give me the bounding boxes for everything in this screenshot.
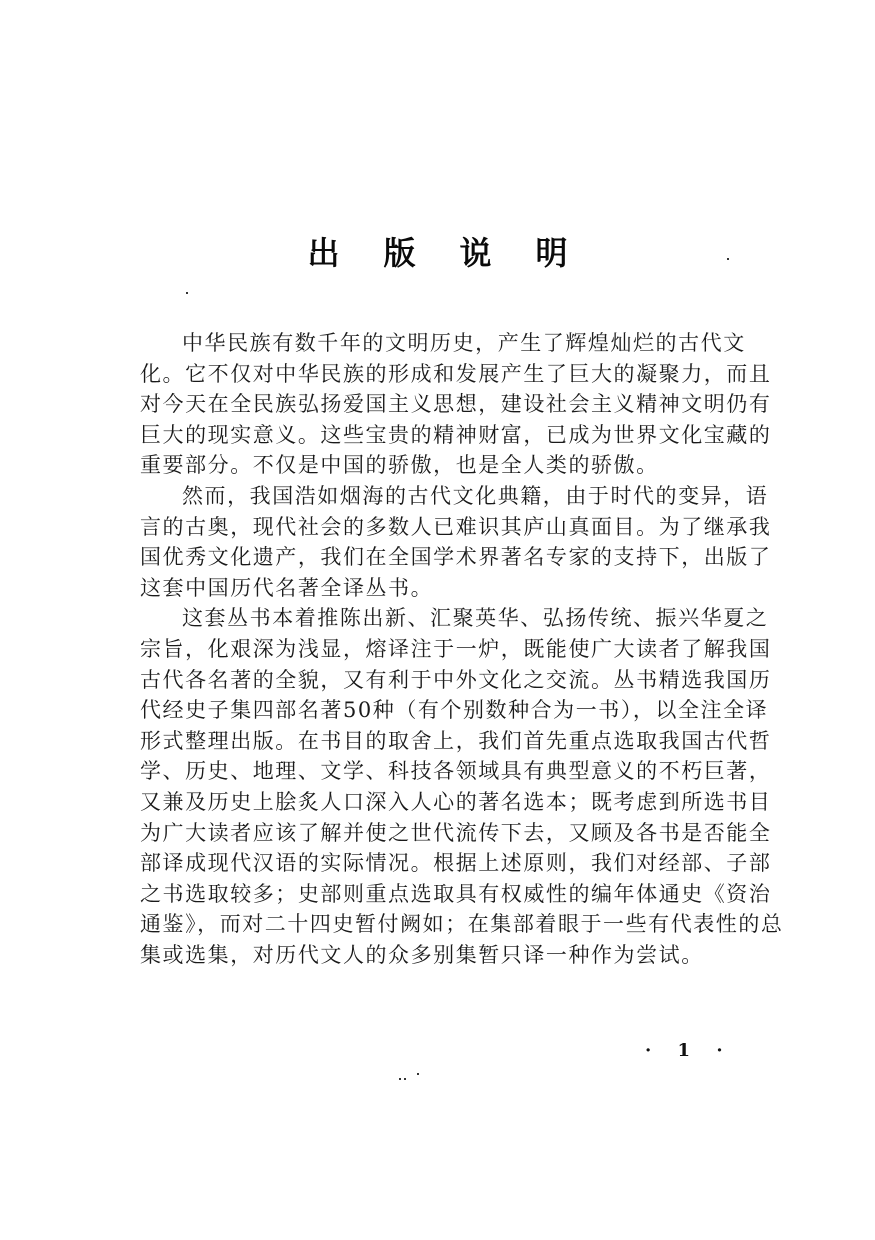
scan-speck [404,1078,406,1080]
text-line: 国优秀文化遗产，我们在全国学术界著名专家的支持下，出版了 [140,545,772,570]
text-line: 化。它不仅对中华民族的形成和发展产生了巨大的凝聚力，而且 [140,361,772,386]
text-line: 学、历史、地理、文学、科技各领域具有典型意义的不朽巨著， [140,759,772,784]
text-line: 巨大的现实意义。这些宝贵的精神财富，已成为世界文化宝藏的 [140,422,772,447]
title-char: 出 [307,234,340,273]
text-line: 又兼及历史上脍炙人口深入人心的著名选本；既考虑到所选书目 [140,789,772,814]
scan-speck [727,258,729,260]
text-line: 这套中国历代名著全译丛书。 [140,575,434,600]
text-line: 对今天在全民族弘扬爱国主义思想，建设社会主义精神文明仍有 [140,392,772,417]
text-line: 言的古奥，现代社会的多数人已难识其庐山真面目。为了继承我 [140,514,772,539]
text-line: 集或选集，对历代文人的众多别集暂只译一种作为尝试。 [140,942,704,967]
text-line: 为广大读者应该了解并使之世代流传下去，又顾及各书是否能全 [140,820,772,845]
text-line: 然而，我国浩如烟海的古代文化典籍，由于时代的变异，语 [182,483,769,508]
text-line: 之书选取较多；史部则重点选取具有权威性的编年体通史《资治 [140,881,772,906]
page-title [0,229,875,277]
body-text [140,328,784,970]
scan-speck [186,292,188,294]
text-line: 中华民族有数千年的文明历史，产生了辉煌灿烂的古代文 [182,331,746,355]
title-char: 明 [535,234,568,273]
page-number: · 1 · [645,1040,733,1061]
text-line: 这套丛书本着推陈出新、汇聚英华、弘扬传统、振兴华夏之 [182,606,769,631]
scan-speck [417,1073,419,1075]
title-char: 说 [459,234,492,273]
paragraph-2 [140,481,772,603]
text-line: 部译成现代汉语的实际情况。根据上述原则，我们对经部、子部 [140,851,772,876]
scan-speck [399,1078,401,1080]
text-line: 形式整理出版。在书目的取舍上，我们首先重点选取我国古代哲 [140,728,772,753]
text-line: 古代各名著的全貌，又有利于中外文化之交流。丛书精选我国历 [140,667,772,692]
text-line: 宗旨，化艰深为浅显，熔译注于一炉，既能使广大读者了解我国 [140,636,772,661]
title-char: 版 [383,234,416,273]
paragraph-3 [140,603,784,970]
text-line: 重要部分。不仅是中国的骄傲，也是全人类的骄傲。 [140,453,659,478]
text-line: 通鉴》，而对二十四史暂付阙如；在集部着眼于一些有代表性的总 [140,912,784,937]
text-line: 代经史子集四部名著50种（有个别数种合为一书），以全注全译 [140,698,769,723]
paragraph-1 [140,328,772,481]
